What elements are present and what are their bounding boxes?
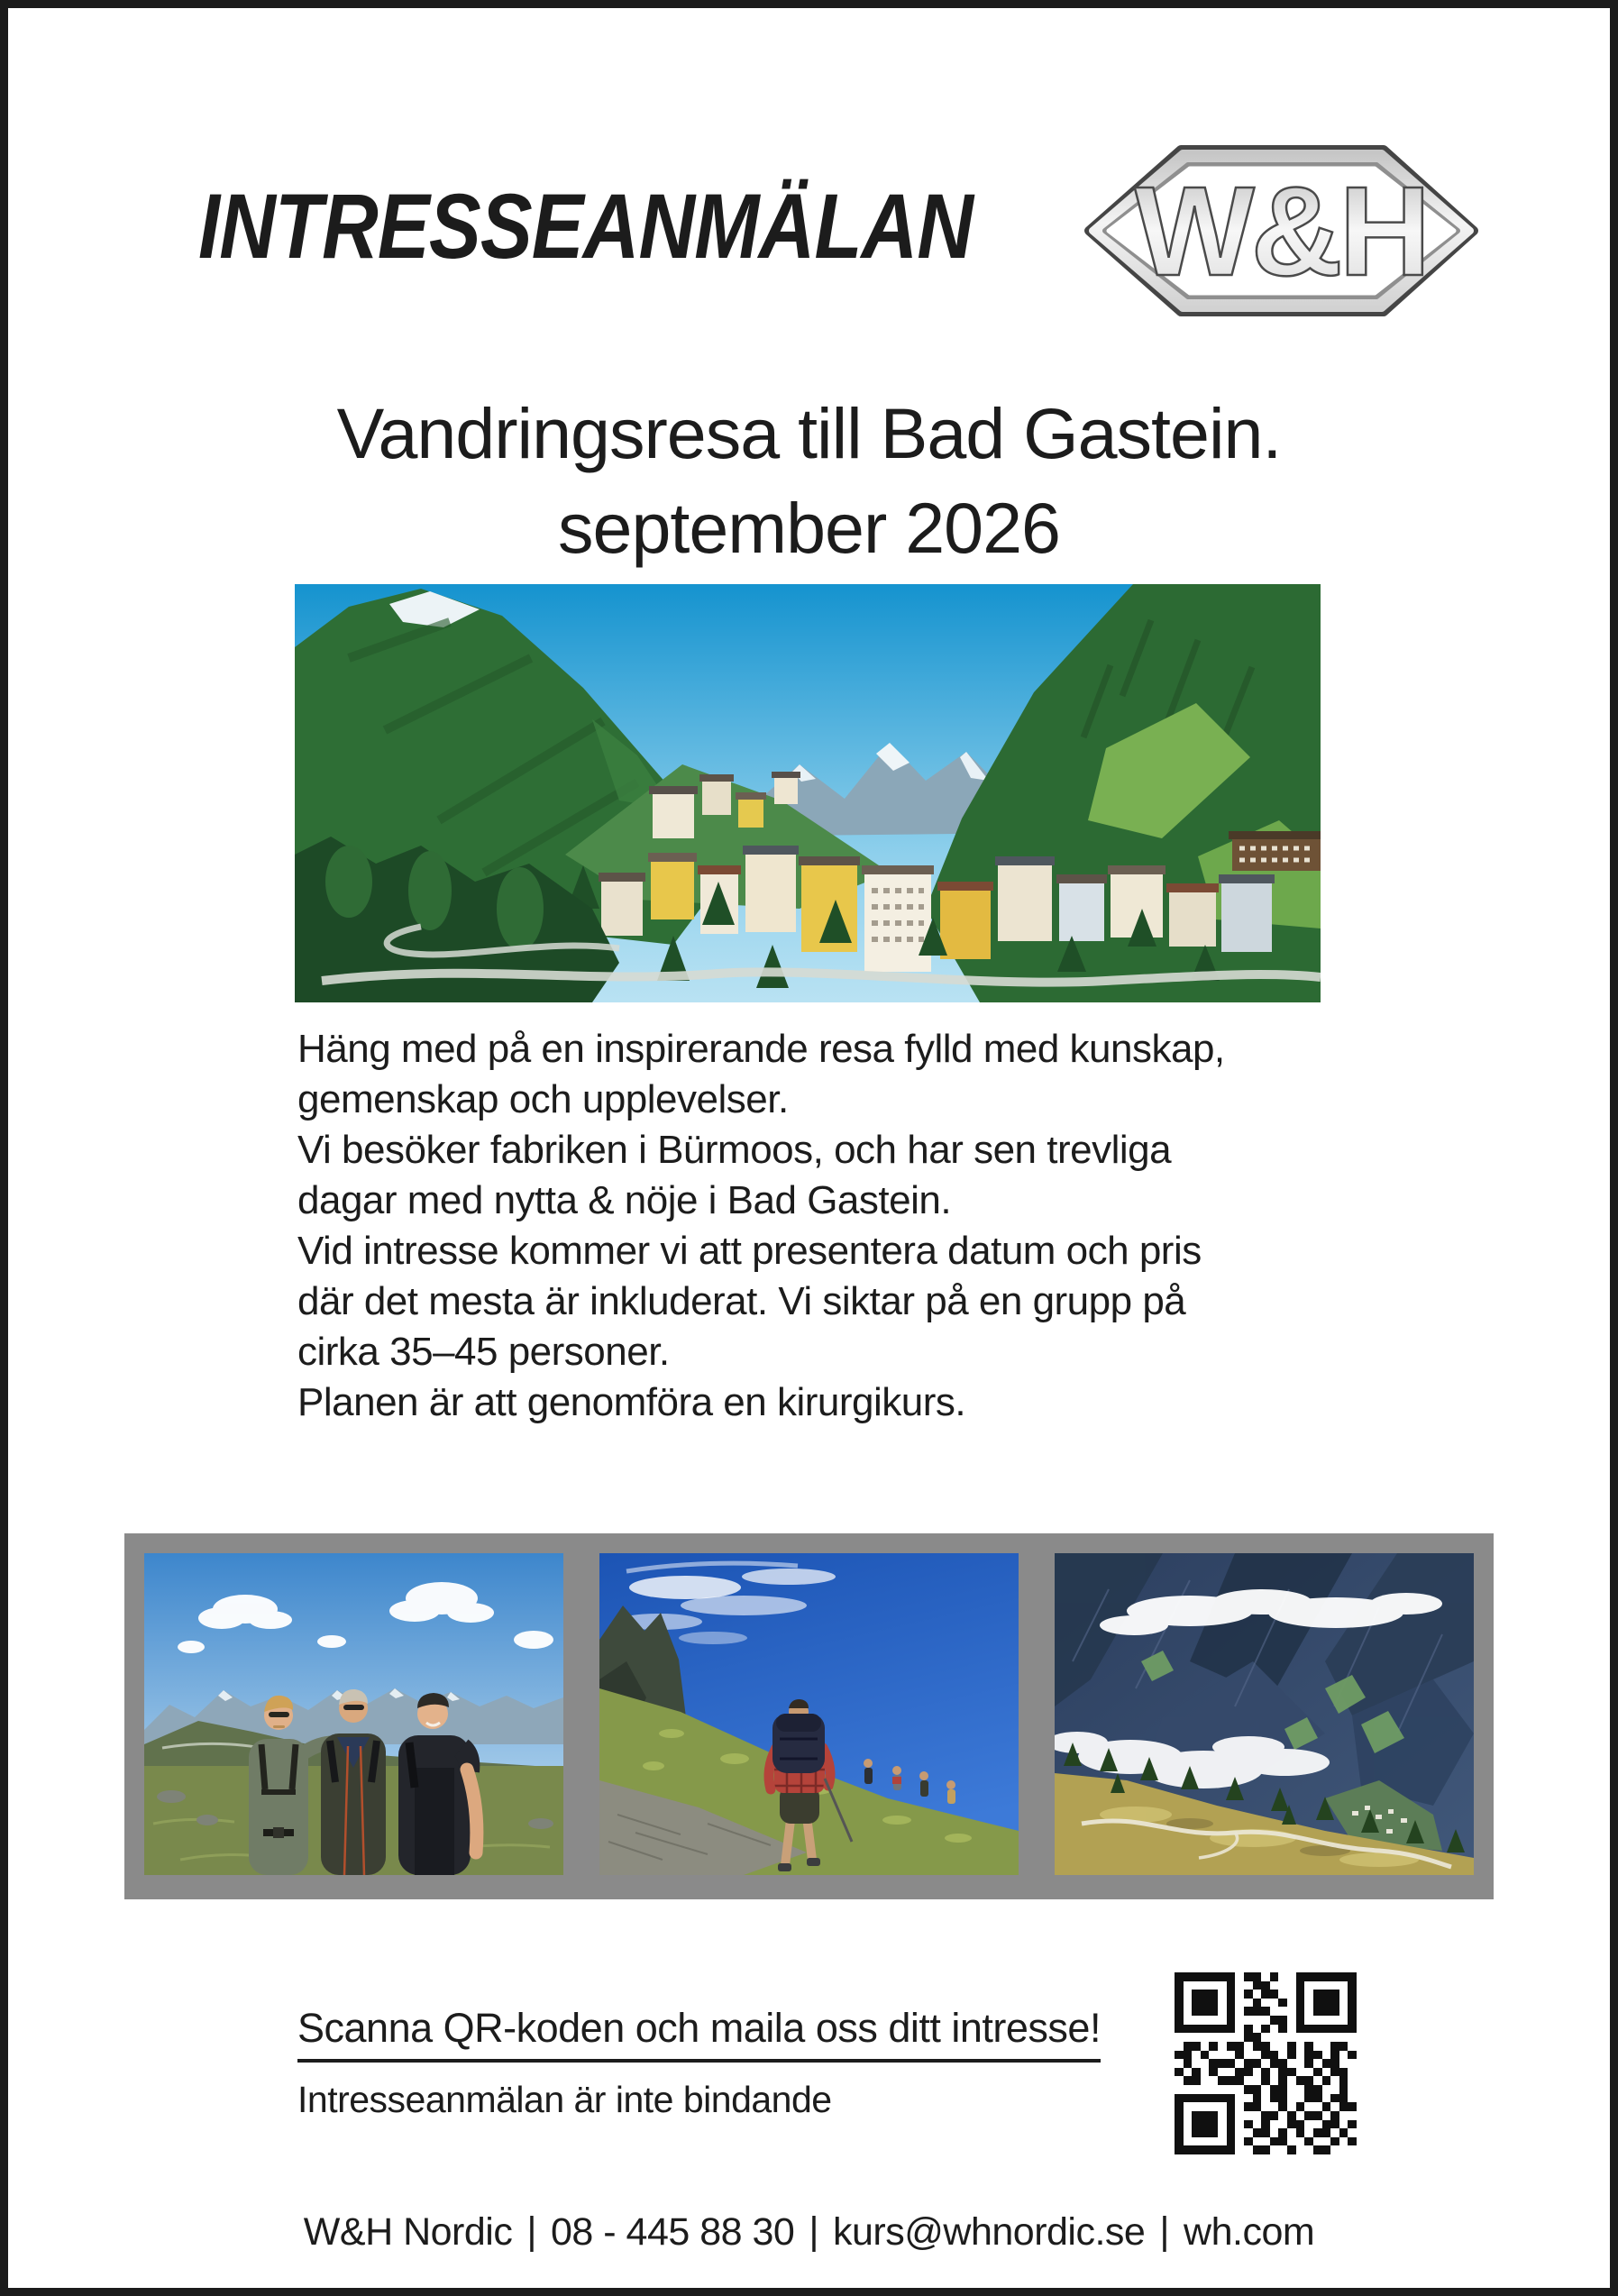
wh-logo — [1082, 135, 1481, 326]
footer-separator: | — [526, 2209, 536, 2253]
intro-line: Vi besöker fabriken i Bürmoos, och har sen trevliga — [297, 1128, 1172, 1172]
hikers-group-illustration — [144, 1553, 563, 1875]
cta-headline: Scanna QR-koden och maila oss ditt intresse! — [297, 2005, 1101, 2063]
intro-line: dagar med nytta & nöje i Bad Gastein. — [297, 1178, 952, 1222]
intro-line: Häng med på en inspirerande resa fylld med kunskap, — [297, 1027, 1225, 1071]
strip-photo-hiker-ascending — [599, 1553, 1019, 1875]
main-photo-illustration — [295, 584, 1321, 1002]
headline-line1: Vandringsresa till Bad Gastein. — [336, 393, 1282, 473]
cta-note: Intresseanmälan är inte bindande — [297, 2079, 832, 2120]
wh-logo-badge — [1082, 135, 1481, 326]
logo-text: W&H — [1134, 160, 1428, 302]
footer-phone: 08 - 445 88 30 — [551, 2210, 795, 2254]
strip-photo-hikers-group — [144, 1553, 563, 1875]
hiker-ascending-illustration — [599, 1553, 1019, 1875]
main-photo-bad-gastein — [295, 584, 1321, 1002]
footer-email: kurs@whnordic.se — [833, 2210, 1146, 2254]
qr-code — [1175, 1972, 1357, 2154]
intro-line: cirka 35–45 personer. — [297, 1330, 670, 1374]
intro-text — [297, 1024, 1225, 1428]
headline-line2: september 2026 — [558, 488, 1060, 568]
headline — [0, 386, 1618, 575]
photo-strip — [124, 1533, 1494, 1899]
intro-line: där det mesta är inkluderat. Vi siktar på en grupp på — [297, 1279, 1186, 1323]
footer-company: W&H Nordic — [303, 2210, 513, 2254]
footer — [0, 2210, 1618, 2255]
intro-line: gemenskap och upplevelser. — [297, 1077, 789, 1121]
intro-line: Vid intresse kommer vi att presentera datum och pris — [297, 1229, 1202, 1273]
footer-separator: | — [1159, 2209, 1170, 2253]
footer-separator: | — [809, 2209, 819, 2253]
footer-web: wh.com — [1184, 2210, 1315, 2254]
intro-line: Planen är att genomföra en kirurgikurs. — [297, 1380, 966, 1424]
strip-photo-valley-aerial — [1055, 1553, 1474, 1875]
valley-aerial-illustration — [1055, 1553, 1474, 1875]
page-kicker: INTRESSEANMÄLAN — [198, 175, 974, 278]
